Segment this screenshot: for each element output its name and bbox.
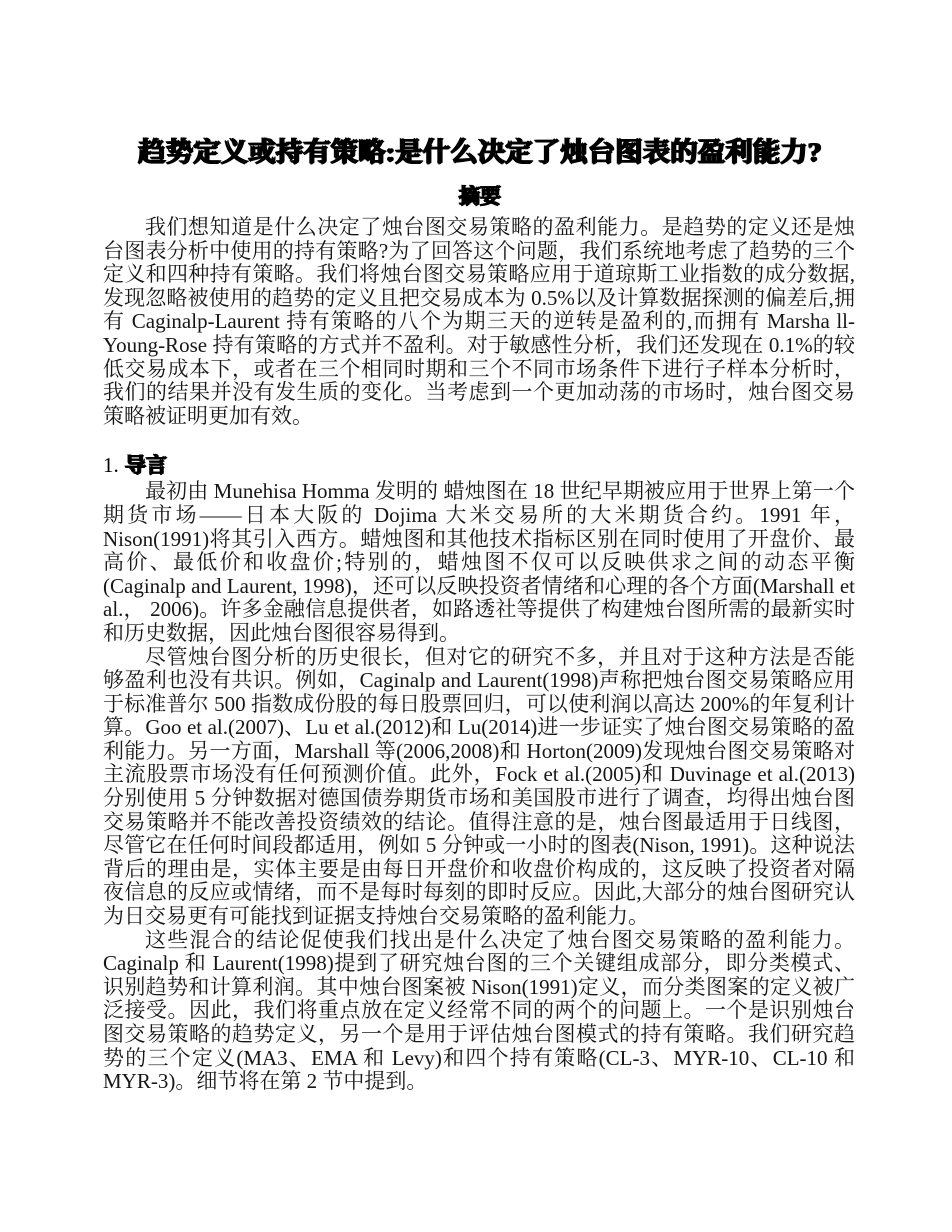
section-number: 1.	[103, 453, 119, 478]
paper-title: 趋势定义或持有策略:是什么决定了烛台图表的盈利能力?	[137, 137, 821, 167]
intro-paragraph-2: 尽管烛台图分析的历史很长，但对它的研究不多，并且对于这种方法是否能够盈利也没有共识。例如，Caginalp and Laurent(1998)声称把烛台图交易策略应用于标准普尔 500 指数成份股的每日股票回归，可以使利润以高达 200%的年复利计算。Goo et al.(2007)、Lu et al.(2012)和 Lu(2014)进一步证实了烛台图交易策略的盈利能力。另一方面，Marshall 等(2006,2008)和 Horton(2009)发现烛台图交易策略对主流股票市场没有任何预测价值。此外，Fock et al.(2005)和 Duvinage et al.(2013)分别使用 5 分钟数据对德国债券期货市场和美国股市进行了调查，均得出烛台图交易策略并不能改善投资绩效的结论。值得注意的是，烛台图最适用于日线图，尽管它在任何时间段都适用，例如 5 分钟或一小时的图表(Nison, 1991)。这种说法背后的理由是，实体主要是由每日开盘价和收盘价构成的，这反映了投资者对隔夜信息的反应或情绪，而不是每时每刻的即时反应。因此,大部分的烛台图研究认为日交易更有可能找到证据支持烛台交易策略的盈利能力。	[103, 644, 855, 929]
intro-paragraph-1: 最初由 Munehisa Homma 发明的 蜡烛图在 18 世纪早期被应用于世界上第一个期货市场——日本大阪的 Dojima 大米交易所的大米期货合约。1991 年，Nison(1991)将其引入西方。蜡烛图和其他技术指标区别在同时使用了开盘价、最高价、最低价和收盘价;特别的，蜡烛图不仅可以反映供求之间的动态平衡(Caginalp and Laurent, 1998)，还可以反映投资者情绪和心理的各个方面(Marshall et al.， 2006)。许多金融信息提供者，如路透社等提供了构建烛台图所需的最新实时和历史数据，因此烛台图很容易得到。	[103, 479, 855, 645]
abstract-heading: 摘要	[458, 184, 500, 208]
section-1-heading	[103, 453, 855, 477]
section-title: 导言	[124, 453, 166, 478]
abstract-text: 我们想知道是什么决定了烛台图交易策略的盈利能力。是趋势的定义还是烛台图表分析中使用的持有策略?为了回答这个问题，我们系统地考虑了趋势的三个定义和四种持有策略。我们将烛台图交易策略应用于道琼斯工业指数的成分数据,发现忽略被使用的趋势的定义且把交易成本为 0.5%以及计算数据探测的偏差后,拥有 Caginalp-Laurent 持有策略的八个为期三天的逆转是盈利的,而拥有 Marsha ll-Young-Rose 持有策略的方式并不盈利。对于敏感性分析，我们还发现在 0.1%的较低交易成本下，或者在三个相同时期和三个不同市场条件下进行子样本分析时，我们的结果并没有发生质的变化。当考虑到一个更加动荡的市场时，烛台图交易策略被证明更加有效。	[103, 215, 855, 428]
paper-content	[103, 136, 855, 1094]
intro-paragraph-3: 这些混合的结论促使我们找出是什么决定了烛台图交易策略的盈利能力。Caginalp 和 Laurent(1998)提到了研究烛台图的三个关键组成部分，即分类模式、识别趋势和计算利润。其中烛台图案被 Nison(1991)定义，而分类图案的定义被广泛接受。因此，我们将重点放在定义经常不同的两个的问题上。一个是识别烛台图交易策略的趋势定义，另一个是用于评估烛台图模式的持有策略。我们研究趋势的三个定义(MA3、EMA 和 Levy)和四个持有策略(CL-3、MYR-10、CL-10 和 MYR-3)。细节将在第 2 节中提到。	[103, 927, 855, 1094]
